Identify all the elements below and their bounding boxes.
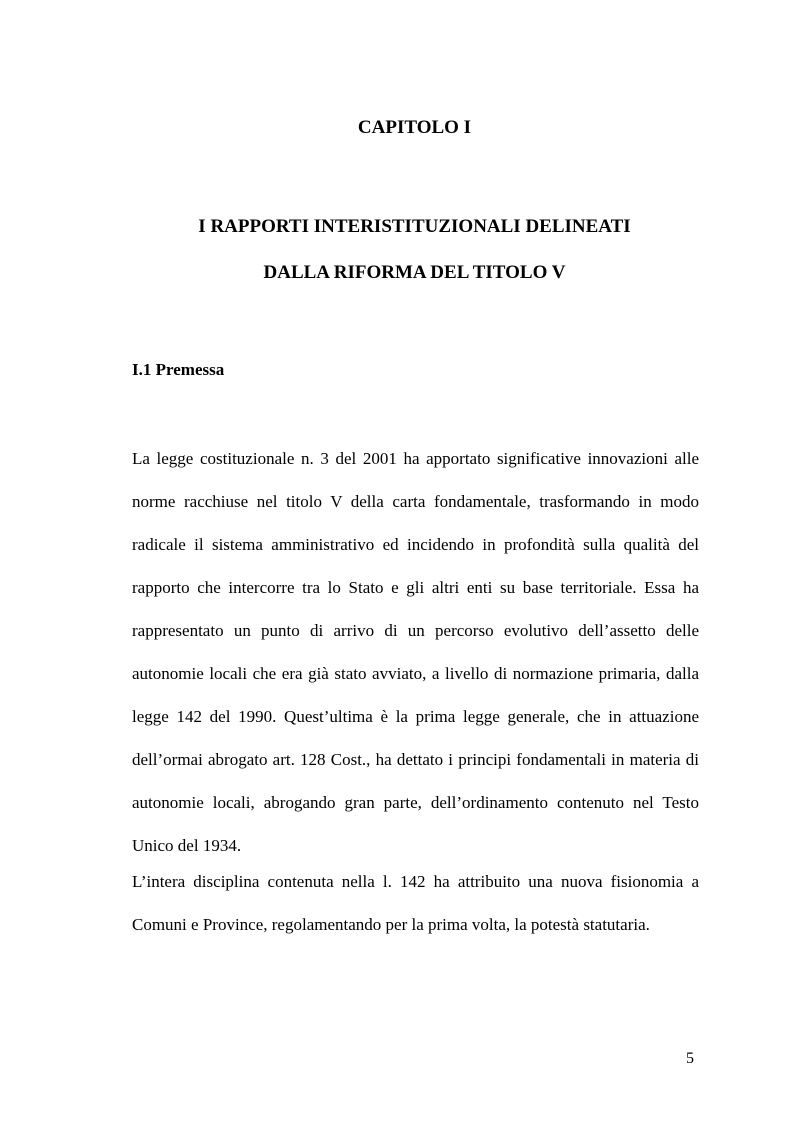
paragraph: L’intera disciplina contenuta nella l. 142 ha attribuito una nuova fisionomia a Comuni e Province, regolamentando per la prima volta, la potestà statutaria.	[132, 872, 699, 934]
chapter-title-line-1: I RAPPORTI INTERISTITUZIONALI DELINEATI	[198, 216, 631, 237]
chapter-heading: CAPITOLO I	[357, 117, 472, 138]
body-text	[132, 437, 699, 946]
chapter-title-line-2: DALLA RIFORMA DEL TITOLO V	[263, 262, 566, 283]
page-number: 5	[686, 1050, 694, 1067]
section-heading: I.1 Premessa	[132, 360, 225, 379]
paragraph: La legge costituzionale n. 3 del 2001 ha apportato significative innovazioni alle norme racchiuse nel titolo V della carta fondamentale, trasformando in modo radicale il sistema amministrativo ed incidendo in profondità sulla qualità del rapporto che intercorre tra lo Stato e gli altri enti su base territoriale. Essa ha rappresentato un punto di arrivo di un percorso evolutivo dell’assetto delle autonomie locali che era già stato avviato, a livello di normazione primaria, dalla legge 142 del 1990. Quest’ultima è la prima legge generale, che in attuazione dell’ormai abrogato art. 128 Cost., ha dettato i principi fondamentali in materia di autonomie locali, abrogando gran parte, dell’ordinamento contenuto nel Testo Unico del 1934.	[132, 449, 699, 855]
